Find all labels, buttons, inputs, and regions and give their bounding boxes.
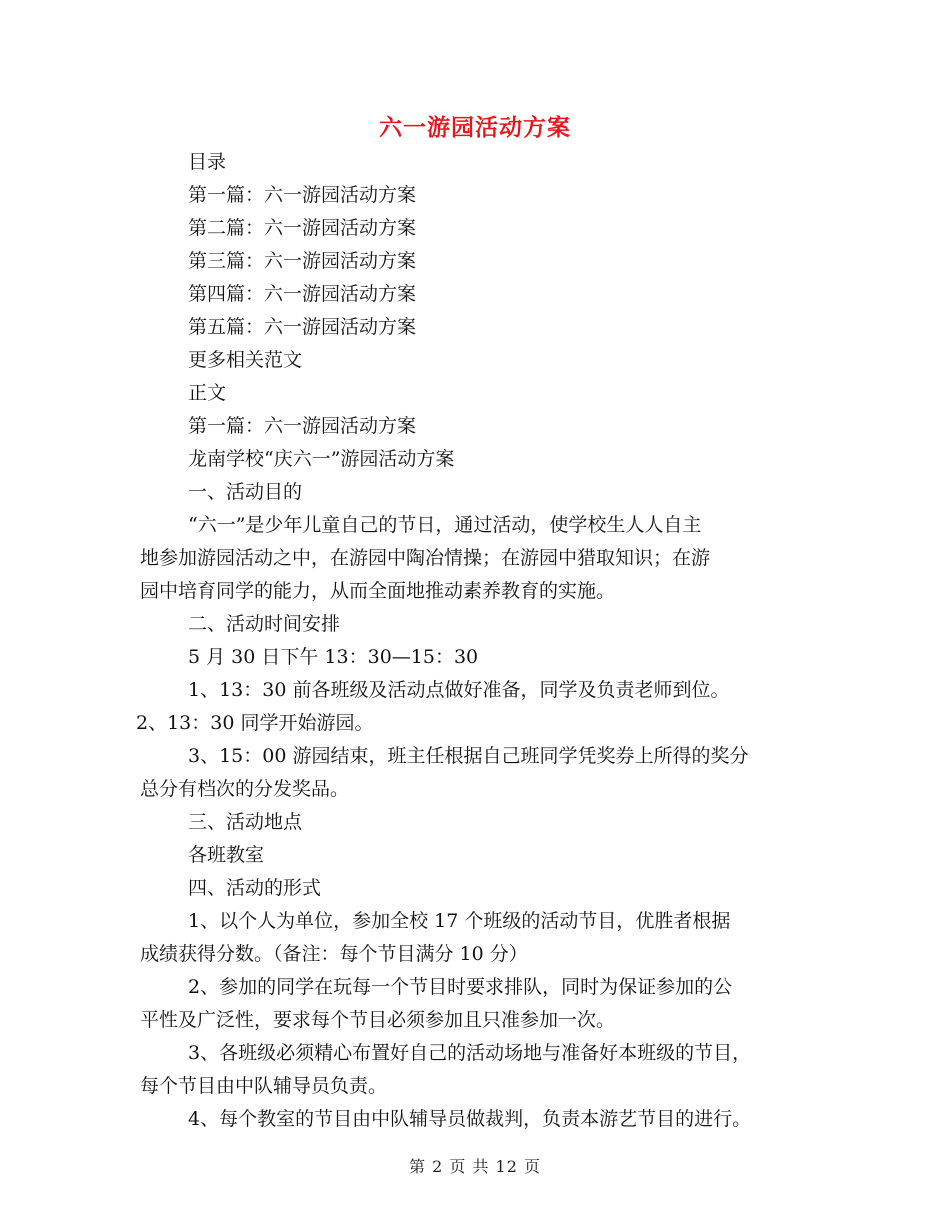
section-heading: 四、活动的形式 bbox=[188, 877, 322, 899]
section-heading: 一、活动目的 bbox=[188, 481, 303, 503]
paragraph-line: 3、各班级必须精心布置好自己的活动场地与准备好本班级的节目， bbox=[188, 1042, 752, 1064]
section-heading: 三、活动地点 bbox=[188, 811, 303, 833]
paragraph-line: 各班教室 bbox=[188, 844, 265, 866]
toc-item-2: 第二篇：六一游园活动方案 bbox=[188, 217, 417, 239]
paragraph-line: 园中培育同学的能力，从而全面地推动素养教育的实施。 bbox=[140, 580, 616, 602]
time-line: 5 月 30 日下午 13：30—15：30 bbox=[188, 646, 479, 668]
paragraph-line: 4、每个教室的节目由中队辅导员做裁判，负责本游艺节目的进行。 bbox=[188, 1108, 752, 1130]
document-body bbox=[136, 146, 820, 1136]
paragraph-line: 每个节目由中队辅导员负责。 bbox=[140, 1075, 388, 1097]
toc-item-4: 第四篇：六一游园活动方案 bbox=[188, 283, 417, 305]
section-heading: 二、活动时间安排 bbox=[188, 613, 341, 635]
paragraph-line: 1、以个人为单位，参加全校 17 个班级的活动节目，优胜者根据 bbox=[188, 910, 731, 932]
paragraph-line: 2、参加的同学在玩每一个节目时要求排队，同时为保证参加的公 bbox=[188, 976, 733, 998]
paragraph-line: 1、13：30 前各班级及活动点做好准备，同学及负责老师到位。 bbox=[188, 679, 730, 701]
plan-title: 龙南学校“庆六一”游园活动方案 bbox=[188, 448, 455, 470]
paragraph-line: 3、15：00 游园结束，班主任根据自己班同学凭奖券上所得的奖分 bbox=[188, 745, 749, 767]
paragraph-line: 总分有档次的分发奖品。 bbox=[140, 778, 350, 800]
paragraph-line: 2、13：30 同学开始游园。 bbox=[136, 712, 374, 734]
paragraph-line: 平性及广泛性，要求每个节目必须参加且只准参加一次。 bbox=[140, 1009, 616, 1031]
toc-item-5: 第五篇：六一游园活动方案 bbox=[188, 316, 417, 338]
paragraph-line: 地参加游园活动之中，在游园中陶冶情操；在游园中猎取知识；在游 bbox=[140, 547, 711, 569]
toc-item-3: 第三篇：六一游园活动方案 bbox=[188, 250, 417, 272]
paragraph-line: “六一”是少年儿童自己的节日，通过活动，使学校生人人自主 bbox=[188, 514, 702, 536]
main-heading: 正文 bbox=[188, 382, 227, 404]
document-title: 六一游园活动方案 bbox=[379, 114, 571, 141]
toc-item-more: 更多相关范文 bbox=[188, 349, 303, 371]
page-footer: 第 2 页 共 12 页 bbox=[409, 1157, 541, 1176]
paragraph-line: 成绩获得分数。（备注：每个节目满分 10 分） bbox=[140, 943, 528, 965]
toc-item-1: 第一篇：六一游园活动方案 bbox=[188, 184, 417, 206]
part-title: 第一篇：六一游园活动方案 bbox=[188, 415, 417, 437]
toc-heading: 目录 bbox=[188, 151, 227, 173]
